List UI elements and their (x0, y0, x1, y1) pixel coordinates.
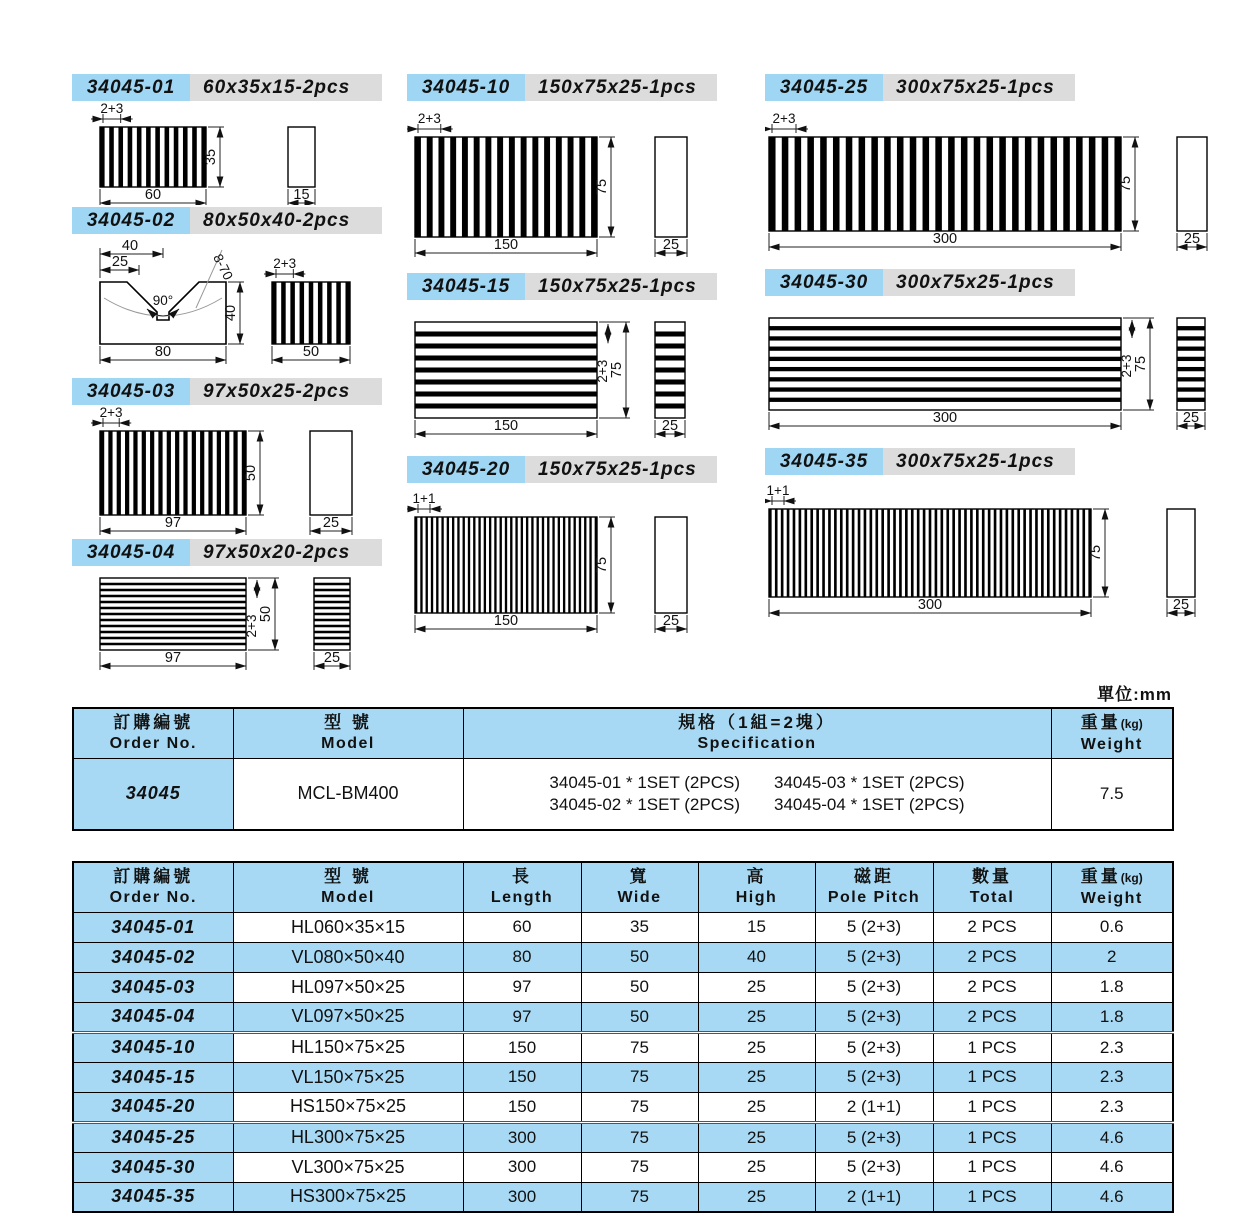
figures-column-right (765, 74, 1227, 635)
value-cell: 5 (2+3) (815, 972, 933, 1002)
figure-id-badge: 34045-35 (765, 448, 883, 475)
value-cell: 2 (1+1) (815, 1182, 933, 1212)
svg-text:25: 25 (323, 650, 341, 666)
header-cell (815, 862, 933, 912)
header-cell (233, 862, 463, 912)
header-en: Wide (617, 889, 662, 907)
svg-text:60: 60 (144, 187, 162, 203)
header-cell (73, 708, 233, 758)
header-zh: 寬 (629, 867, 650, 887)
svg-text:75: 75 (594, 178, 610, 196)
header-zh: 數量 (972, 867, 1012, 887)
header-en: Weight (1080, 735, 1143, 753)
header-zh: 規格（1組=2塊） (678, 713, 836, 733)
model-cell: VL097×50×25 (233, 1002, 463, 1032)
figure-34045-10 (407, 74, 739, 261)
model-cell: VL300×75×25 (233, 1152, 463, 1182)
value-cell: 60 (463, 912, 581, 942)
header-cell (463, 862, 581, 912)
value-cell: 2 PCS (933, 912, 1051, 942)
header-en: Model (321, 735, 375, 753)
header-en: Length (490, 889, 554, 907)
figure-34045-20 (407, 456, 739, 639)
svg-text:50: 50 (258, 605, 274, 623)
svg-text:25: 25 (111, 254, 129, 270)
order-no-cell: 34045-15 (73, 1062, 233, 1092)
figures-column-left (72, 74, 385, 680)
model-cell: HS300×75×25 (233, 1182, 463, 1212)
figure-34045-01-drawing (72, 101, 384, 205)
value-cell: 1 PCS (933, 1182, 1051, 1212)
svg-text:300: 300 (932, 410, 958, 426)
figure-header (765, 448, 1075, 475)
value-cell: 300 (463, 1182, 581, 1212)
value-cell: 25 (698, 1182, 815, 1212)
figure-size-label: 150x75x25-1pcs (525, 273, 717, 300)
figure-size-label: 300x75x25-1pcs (883, 448, 1075, 475)
figure-id-badge: 34045-10 (407, 74, 525, 101)
svg-text:90°: 90° (152, 293, 174, 308)
specification-cell (463, 758, 1051, 830)
figure-34045-03-drawing (72, 405, 384, 537)
header-en: Order No. (109, 735, 197, 753)
weight-cell: 7.5 (1051, 758, 1173, 830)
spec-row-34045-15 (73, 1062, 1173, 1092)
value-cell: 4.6 (1051, 1122, 1173, 1152)
value-cell: 25 (698, 972, 815, 1002)
spec-table-body (73, 912, 1173, 1212)
svg-text:97: 97 (164, 515, 182, 531)
figure-header (72, 378, 382, 405)
figures-column-middle (407, 74, 739, 651)
header-zh: 重量(kg) (1080, 866, 1143, 886)
spec-item: 34045-02 * 1SET (2PCS) (549, 794, 740, 814)
value-cell: 2 PCS (933, 1002, 1051, 1032)
figure-size-label: 300x75x25-1pcs (883, 269, 1075, 296)
figure-size-label: 300x75x25-1pcs (883, 74, 1075, 101)
svg-text:50: 50 (243, 464, 259, 482)
value-cell: 4.6 (1051, 1152, 1173, 1182)
header-zh: 訂購編號 (113, 867, 194, 887)
order-no-cell: 34045-01 (73, 912, 233, 942)
svg-text:25: 25 (1182, 410, 1200, 426)
spec-row-34045-01 (73, 912, 1173, 942)
figure-size-label: 150x75x25-1pcs (525, 456, 717, 483)
value-cell: 2 (1+1) (815, 1092, 933, 1122)
figure-34045-30-drawing (765, 296, 1223, 436)
value-cell: 25 (698, 1062, 815, 1092)
figure-header (72, 539, 382, 566)
figure-id-badge: 34045-03 (72, 378, 190, 405)
figure-id-badge: 34045-15 (407, 273, 525, 300)
header-zh: 長 (512, 867, 532, 887)
figure-34045-20-drawing (407, 483, 737, 639)
svg-text:75: 75 (609, 361, 625, 379)
svg-text:150: 150 (493, 237, 519, 253)
svg-text:2+3: 2+3 (100, 101, 124, 116)
value-cell: 1 PCS (933, 1092, 1051, 1122)
header-cell (698, 862, 815, 912)
value-cell: 2 PCS (933, 942, 1051, 972)
figure-id-badge: 34045-04 (72, 539, 190, 566)
order-no-cell: 34045-35 (73, 1182, 233, 1212)
spec-row-34045-25 (73, 1122, 1173, 1152)
value-cell: 1 PCS (933, 1062, 1051, 1092)
header-en: Total (969, 889, 1015, 907)
value-cell: 75 (581, 1092, 698, 1122)
spec-table-header (73, 862, 1173, 912)
value-cell: 2 PCS (933, 972, 1051, 1002)
value-cell: 25 (698, 1152, 815, 1182)
svg-text:75: 75 (1088, 544, 1104, 562)
value-cell: 50 (581, 972, 698, 1002)
value-cell: 75 (581, 1032, 698, 1062)
svg-text:80: 80 (154, 344, 172, 360)
svg-text:2+3: 2+3 (244, 614, 259, 638)
header-en: Pole Pitch (827, 889, 921, 907)
figure-34045-35 (765, 448, 1227, 623)
header-en: Order No. (109, 889, 197, 907)
svg-text:300: 300 (917, 597, 943, 613)
header-cell (463, 708, 1051, 758)
svg-text:1+1: 1+1 (412, 491, 436, 506)
svg-text:75: 75 (1118, 175, 1134, 193)
figure-header (72, 74, 382, 101)
header-en: Weight (1080, 889, 1143, 907)
value-cell: 50 (581, 942, 698, 972)
svg-text:25: 25 (662, 237, 680, 253)
svg-text:2+3: 2+3 (1119, 354, 1134, 378)
figure-header (407, 273, 717, 300)
figure-34045-35-drawing (765, 475, 1223, 623)
svg-text:300: 300 (932, 231, 958, 247)
order-no-cell: 34045-25 (73, 1122, 233, 1152)
units-note: 單位:mm (1097, 685, 1172, 704)
svg-text:2+3: 2+3 (772, 111, 796, 126)
figure-id-badge: 34045-01 (72, 74, 190, 101)
figure-34045-02 (72, 207, 385, 376)
header-zh: 重量(kg) (1080, 712, 1143, 732)
figure-34045-02-drawing (72, 234, 384, 376)
model-cell: HL150×75×25 (233, 1032, 463, 1062)
svg-text:150: 150 (493, 418, 519, 434)
figure-34045-25 (765, 74, 1227, 257)
figure-34045-04-drawing (72, 566, 384, 678)
svg-text:50: 50 (302, 344, 320, 360)
value-cell: 5 (2+3) (815, 1002, 933, 1032)
value-cell: 25 (698, 1122, 815, 1152)
svg-text:75: 75 (1133, 355, 1149, 373)
header-cell (73, 862, 233, 912)
header-unit: (kg) (1120, 716, 1143, 731)
value-cell: 300 (463, 1152, 581, 1182)
value-cell: 50 (581, 1002, 698, 1032)
header-en: Model (321, 889, 375, 907)
spec-row-34045-20 (73, 1092, 1173, 1122)
figure-size-label: 150x75x25-1pcs (525, 74, 717, 101)
model-cell: VL150×75×25 (233, 1062, 463, 1092)
figure-header (72, 207, 382, 234)
svg-text:2+3: 2+3 (99, 405, 123, 420)
value-cell: 75 (581, 1152, 698, 1182)
figure-size-label: 97x50x20-2pcs (190, 539, 382, 566)
value-cell: 97 (463, 1002, 581, 1032)
spec-row-34045-04 (73, 1002, 1173, 1032)
figure-34045-03 (72, 378, 385, 537)
svg-text:25: 25 (662, 613, 680, 629)
value-cell: 2.3 (1051, 1062, 1173, 1092)
value-cell: 25 (698, 1092, 815, 1122)
value-cell: 2.3 (1051, 1092, 1173, 1122)
value-cell: 5 (2+3) (815, 1032, 933, 1062)
header-unit: (kg) (1120, 870, 1143, 885)
svg-text:2+3: 2+3 (417, 111, 441, 126)
spec-item: 34045-04 * 1SET (2PCS) (774, 794, 965, 814)
svg-text:40: 40 (121, 238, 139, 254)
value-cell: 5 (2+3) (815, 912, 933, 942)
figure-34045-10-drawing (407, 101, 737, 261)
model-cell: HL060×35×15 (233, 912, 463, 942)
value-cell: 2.3 (1051, 1032, 1173, 1062)
model-cell: HS150×75×25 (233, 1092, 463, 1122)
value-cell: 1 PCS (933, 1152, 1051, 1182)
header-zh: 高 (746, 867, 767, 887)
value-cell: 5 (2+3) (815, 1152, 933, 1182)
svg-text:2+3: 2+3 (273, 256, 297, 271)
figure-id-badge: 34045-25 (765, 74, 883, 101)
figure-header (765, 74, 1075, 101)
figure-34045-25-drawing (765, 101, 1223, 257)
figure-id-badge: 34045-30 (765, 269, 883, 296)
order-no-cell: 34045-20 (73, 1092, 233, 1122)
svg-text:8-70: 8-70 (210, 251, 236, 283)
header-en: High (735, 889, 778, 907)
value-cell: 150 (463, 1032, 581, 1062)
figure-header (407, 456, 717, 483)
value-cell: 300 (463, 1122, 581, 1152)
figure-34045-15-drawing (407, 300, 737, 444)
order-no-cell: 34045-30 (73, 1152, 233, 1182)
value-cell: 2 (1051, 942, 1173, 972)
value-cell: 150 (463, 1092, 581, 1122)
figure-34045-15 (407, 273, 739, 444)
svg-text:150: 150 (493, 613, 519, 629)
value-cell: 97 (463, 972, 581, 1002)
figure-id-badge: 34045-02 (72, 207, 190, 234)
figure-34045-04 (72, 539, 385, 678)
svg-text:35: 35 (203, 148, 219, 166)
svg-text:25: 25 (322, 515, 340, 531)
spec-row-34045-35 (73, 1182, 1173, 1212)
order-table-header (73, 708, 1173, 758)
order-table (72, 707, 1174, 831)
value-cell: 75 (581, 1062, 698, 1092)
spec-table (72, 861, 1174, 1213)
value-cell: 75 (581, 1182, 698, 1212)
value-cell: 25 (698, 1002, 815, 1032)
header-en: Specification (697, 735, 817, 753)
header-cell (581, 862, 698, 912)
header-cell (1051, 708, 1173, 758)
spec-row-34045-02 (73, 942, 1173, 972)
svg-text:1+1: 1+1 (766, 483, 790, 498)
value-cell: 4.6 (1051, 1182, 1173, 1212)
order-no-cell: 34045-03 (73, 972, 233, 1002)
order-table-body (73, 758, 1173, 830)
figure-size-label: 97x50x25-2pcs (190, 378, 382, 405)
svg-text:15: 15 (293, 187, 310, 203)
figure-34045-30 (765, 269, 1227, 436)
model-cell: HL097×50×25 (233, 972, 463, 1002)
value-cell: 150 (463, 1062, 581, 1092)
value-cell: 35 (581, 912, 698, 942)
header-zh: 訂購編號 (113, 713, 194, 733)
header-cell (1051, 862, 1173, 912)
header-cell (233, 708, 463, 758)
value-cell: 5 (2+3) (815, 1062, 933, 1092)
spec-row-34045-30 (73, 1152, 1173, 1182)
value-cell: 40 (698, 942, 815, 972)
header-zh: 型 號 (324, 867, 372, 887)
spec-row-34045-10 (73, 1032, 1173, 1062)
order-no-cell: 34045 (73, 758, 233, 830)
model-cell: HL300×75×25 (233, 1122, 463, 1152)
value-cell: 5 (2+3) (815, 942, 933, 972)
value-cell: 25 (698, 1032, 815, 1062)
svg-text:40: 40 (223, 304, 239, 322)
spec-row-34045-03 (73, 972, 1173, 1002)
model-cell: MCL-BM400 (233, 758, 463, 830)
svg-text:75: 75 (594, 556, 610, 574)
value-cell: 5 (2+3) (815, 1122, 933, 1152)
svg-text:97: 97 (164, 650, 182, 666)
svg-text:25: 25 (1183, 231, 1201, 247)
header-zh: 型 號 (324, 713, 372, 733)
value-cell: 1.8 (1051, 972, 1173, 1002)
order-no-cell: 34045-02 (73, 942, 233, 972)
svg-text:25: 25 (1172, 597, 1190, 613)
value-cell: 75 (581, 1122, 698, 1152)
value-cell: 1 PCS (933, 1122, 1051, 1152)
header-cell (933, 862, 1051, 912)
model-cell: VL080×50×40 (233, 942, 463, 972)
figure-header (407, 74, 717, 101)
header-zh: 磁距 (854, 867, 894, 887)
spec-item: 34045-03 * 1SET (2PCS) (774, 772, 965, 792)
figure-size-label: 60x35x15-2pcs (190, 74, 382, 101)
svg-text:2+3: 2+3 (595, 359, 610, 383)
order-no-cell: 34045-10 (73, 1032, 233, 1062)
value-cell: 80 (463, 942, 581, 972)
value-cell: 15 (698, 912, 815, 942)
spec-item: 34045-01 * 1SET (2PCS) (549, 772, 740, 792)
order-no-cell: 34045-04 (73, 1002, 233, 1032)
figure-size-label: 80x50x40-2pcs (190, 207, 382, 234)
svg-text:25: 25 (661, 418, 679, 434)
value-cell: 0.6 (1051, 912, 1173, 942)
figure-header (765, 269, 1075, 296)
figure-34045-01 (72, 74, 385, 205)
value-cell: 1 PCS (933, 1032, 1051, 1062)
value-cell: 1.8 (1051, 1002, 1173, 1032)
figure-id-badge: 34045-20 (407, 456, 525, 483)
